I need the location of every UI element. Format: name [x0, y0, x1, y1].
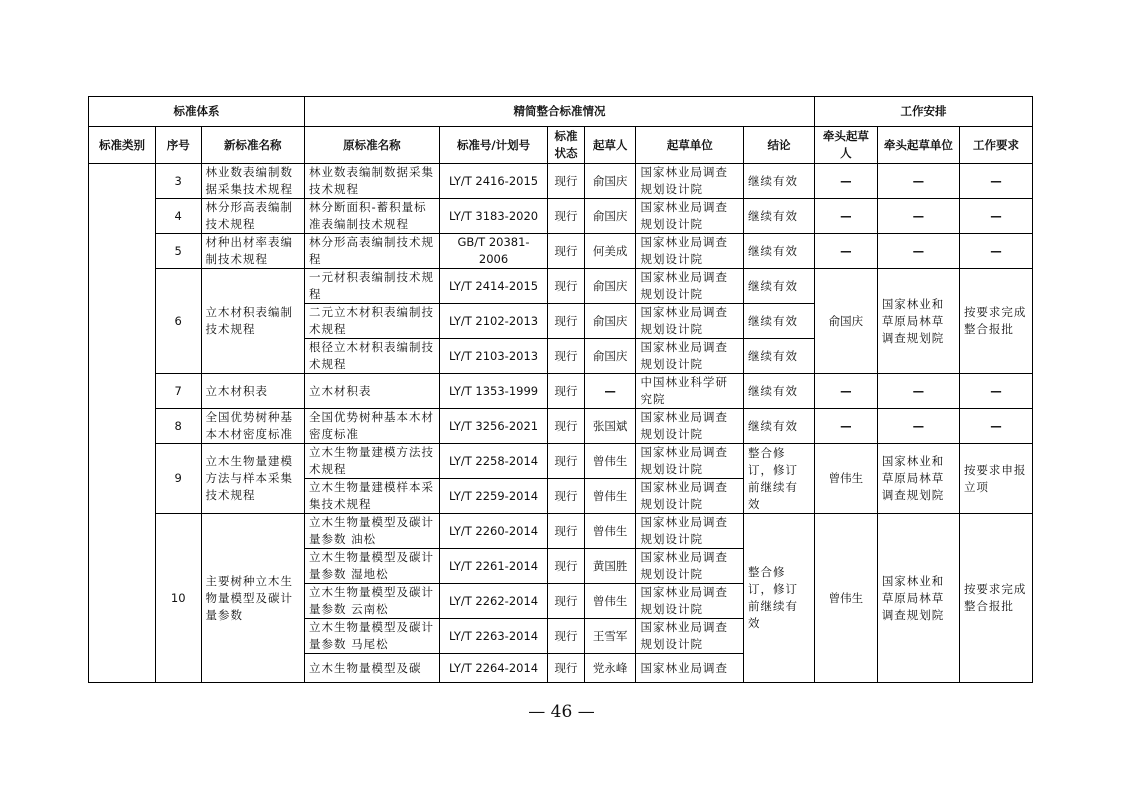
lead-drafter-cell: —	[814, 164, 877, 199]
unit-cell: 国家林业局调查	[636, 654, 743, 683]
drafter-cell: 俞国庆	[584, 269, 636, 304]
conclusion-cell: 继续有效	[743, 234, 814, 269]
drafter-cell: 曾伟生	[584, 514, 636, 549]
unit-cell: 国家林业局调查规划设计院	[636, 339, 743, 374]
new-name-cell: 立木材积表	[201, 374, 304, 409]
new-name-cell: 立木生物量建模方法与样本采集技术规程	[201, 444, 304, 514]
lead-drafter-cell: —	[814, 374, 877, 409]
orig-name-cell: 立木生物量建模方法技术规程	[304, 444, 439, 479]
table-row	[89, 374, 1033, 409]
drafter-cell: 曾伟生	[584, 584, 636, 619]
unit-cell: 国家林业局调查规划设计院	[636, 234, 743, 269]
unit-cell: 国家林业局调查规划设计院	[636, 549, 743, 584]
std-no-cell: LY/T 2416-2015	[439, 164, 547, 199]
unit-cell: 国家林业局调查规划设计院	[636, 409, 743, 444]
std-no-cell: LY/T 2258-2014	[439, 444, 547, 479]
orig-name-cell: 二元立木材积表编制技术规程	[304, 304, 439, 339]
conclusion-cell: 整合修订，修订前继续有效	[743, 444, 814, 514]
std-no-cell: LY/T 2102-2013	[439, 304, 547, 339]
drafter-cell: 党永峰	[584, 654, 636, 683]
status-cell: 现行	[548, 269, 585, 304]
lead-drafter-cell: —	[814, 409, 877, 444]
header-group-row	[89, 97, 1033, 127]
std-no-cell: LY/T 2262-2014	[439, 584, 547, 619]
status-cell: 现行	[548, 409, 585, 444]
status-cell: 现行	[548, 584, 585, 619]
col-conclusion: 结论	[743, 127, 814, 164]
new-name-cell: 全国优势树种基本木材密度标准	[201, 409, 304, 444]
drafter-cell: 王雪军	[584, 619, 636, 654]
requirement-cell: 按要求完成整合报批	[959, 514, 1032, 683]
seq-cell: 7	[155, 374, 201, 409]
drafter-cell: 俞国庆	[584, 199, 636, 234]
category-cell	[89, 164, 156, 683]
unit-cell: 国家林业局调查规划设计院	[636, 164, 743, 199]
orig-name-cell: 林业数表编制数据采集技术规程	[304, 164, 439, 199]
unit-cell: 国家林业局调查规划设计院	[636, 444, 743, 479]
lead-unit-cell: 国家林业和草原局林草调查规划院	[877, 269, 959, 374]
requirement-cell: —	[959, 374, 1032, 409]
col-requirement: 工作要求	[959, 127, 1032, 164]
status-cell: 现行	[548, 164, 585, 199]
table-row	[89, 234, 1033, 269]
drafter-cell: 曾伟生	[584, 444, 636, 479]
conclusion-cell: 继续有效	[743, 409, 814, 444]
std-no-cell: LY/T 2259-2014	[439, 479, 547, 514]
col-std-no: 标准号/计划号	[439, 127, 547, 164]
status-cell: 现行	[548, 654, 585, 683]
status-cell: 现行	[548, 444, 585, 479]
unit-cell: 国家林业局调查规划设计院	[636, 304, 743, 339]
orig-name-cell: 立木生物量模型及碳计量参数 云南松	[304, 584, 439, 619]
seq-cell: 4	[155, 199, 201, 234]
std-no-cell: LY/T 2263-2014	[439, 619, 547, 654]
table-row	[89, 164, 1033, 199]
seq-cell: 3	[155, 164, 201, 199]
status-cell: 现行	[548, 234, 585, 269]
lead-unit-cell: —	[877, 164, 959, 199]
drafter-cell: 俞国庆	[584, 304, 636, 339]
new-name-cell: 林分形高表编制技术规程	[201, 199, 304, 234]
requirement-cell: —	[959, 409, 1032, 444]
orig-name-cell: 立木生物量模型及碳	[304, 654, 439, 683]
std-no-cell: LY/T 3183-2020	[439, 199, 547, 234]
page-number: — 46 —	[528, 702, 595, 722]
orig-name-cell: 立木材积表	[304, 374, 439, 409]
drafter-cell: —	[584, 374, 636, 409]
std-no-cell: LY/T 3256-2021	[439, 409, 547, 444]
requirement-cell: —	[959, 199, 1032, 234]
new-name-cell: 材种出材率表编制技术规程	[201, 234, 304, 269]
status-cell: 现行	[548, 339, 585, 374]
table-row	[89, 199, 1033, 234]
status-cell: 现行	[548, 479, 585, 514]
requirement-cell: 按要求完成整合报批	[959, 269, 1032, 374]
requirement-cell: —	[959, 164, 1032, 199]
orig-name-cell: 立木生物量模型及碳计量参数 湿地松	[304, 549, 439, 584]
std-no-cell: LY/T 2260-2014	[439, 514, 547, 549]
lead-drafter-cell: —	[814, 234, 877, 269]
orig-name-cell: 林分断面积-蓄积量标准表编制技术规程	[304, 199, 439, 234]
table-row	[89, 409, 1033, 444]
conclusion-cell: 继续有效	[743, 269, 814, 304]
seq-cell: 9	[155, 444, 201, 514]
unit-cell: 国家林业局调查规划设计院	[636, 619, 743, 654]
conclusion-cell: 继续有效	[743, 339, 814, 374]
orig-name-cell: 根径立木材积表编制技术规程	[304, 339, 439, 374]
seq-cell: 6	[155, 269, 201, 374]
unit-cell: 国家林业局调查规划设计院	[636, 269, 743, 304]
drafter-cell: 曾伟生	[584, 479, 636, 514]
requirement-cell: —	[959, 234, 1032, 269]
new-name-cell: 林业数表编制数据采集技术规程	[201, 164, 304, 199]
drafter-cell: 俞国庆	[584, 164, 636, 199]
std-no-cell: LY/T 2261-2014	[439, 549, 547, 584]
orig-name-cell: 林分形高表编制技术规程	[304, 234, 439, 269]
col-category: 标准类别	[89, 127, 156, 164]
col-orig-name: 原标准名称	[304, 127, 439, 164]
unit-cell: 中国林业科学研究院	[636, 374, 743, 409]
col-lead-unit: 牵头起草单位	[877, 127, 959, 164]
col-status: 标准状态	[548, 127, 585, 164]
header-standard-summary: 精简整合标准情况	[304, 97, 814, 127]
std-no-cell: LY/T 2414-2015	[439, 269, 547, 304]
header-column-row	[89, 127, 1033, 164]
status-cell: 现行	[548, 514, 585, 549]
status-cell: 现行	[548, 304, 585, 339]
lead-drafter-cell: 俞国庆	[814, 269, 877, 374]
conclusion-cell: 继续有效	[743, 164, 814, 199]
lead-drafter-cell: —	[814, 199, 877, 234]
table-row	[89, 444, 1033, 479]
col-unit: 起草单位	[636, 127, 743, 164]
conclusion-cell: 整合修订，修订前继续有效	[743, 514, 814, 683]
orig-name-cell: 一元材积表编制技术规程	[304, 269, 439, 304]
header-work-arrangement: 工作安排	[814, 97, 1032, 127]
orig-name-cell: 立木生物量模型及碳计量参数 马尾松	[304, 619, 439, 654]
conclusion-cell: 继续有效	[743, 374, 814, 409]
col-drafter: 起草人	[584, 127, 636, 164]
unit-cell: 国家林业局调查规划设计院	[636, 199, 743, 234]
status-cell: 现行	[548, 619, 585, 654]
drafter-cell: 何美成	[584, 234, 636, 269]
conclusion-cell: 继续有效	[743, 304, 814, 339]
orig-name-cell: 立木生物量模型及碳计量参数 油松	[304, 514, 439, 549]
unit-cell: 国家林业局调查规划设计院	[636, 479, 743, 514]
standards-table	[88, 96, 1033, 683]
std-no-cell: LY/T 2264-2014	[439, 654, 547, 683]
drafter-cell: 俞国庆	[584, 339, 636, 374]
drafter-cell: 黄国胜	[584, 549, 636, 584]
drafter-cell: 张国斌	[584, 409, 636, 444]
orig-name-cell: 立木生物量建模样本采集技术规程	[304, 479, 439, 514]
lead-unit-cell: —	[877, 374, 959, 409]
table-row	[89, 269, 1033, 304]
seq-cell: 5	[155, 234, 201, 269]
lead-unit-cell: —	[877, 234, 959, 269]
requirement-cell: 按要求申报立项	[959, 444, 1032, 514]
std-no-cell: GB/T 20381-2006	[439, 234, 547, 269]
lead-unit-cell: —	[877, 409, 959, 444]
header-standard-system: 标准体系	[89, 97, 305, 127]
status-cell: 现行	[548, 374, 585, 409]
status-cell: 现行	[548, 549, 585, 584]
lead-drafter-cell: 曾伟生	[814, 514, 877, 683]
seq-cell: 8	[155, 409, 201, 444]
unit-cell: 国家林业局调查规划设计院	[636, 514, 743, 549]
col-lead-drafter: 牵头起草人	[814, 127, 877, 164]
std-no-cell: LY/T 2103-2013	[439, 339, 547, 374]
new-name-cell: 立木材积表编制技术规程	[201, 269, 304, 374]
lead-unit-cell: 国家林业和草原局林草调查规划院	[877, 444, 959, 514]
lead-unit-cell: 国家林业和草原局林草调查规划院	[877, 514, 959, 683]
status-cell: 现行	[548, 199, 585, 234]
unit-cell: 国家林业局调查规划设计院	[636, 584, 743, 619]
seq-cell: 10	[155, 514, 201, 683]
col-seq: 序号	[155, 127, 201, 164]
conclusion-cell: 继续有效	[743, 199, 814, 234]
new-name-cell: 主要树种立木生物量模型及碳计量参数	[201, 514, 304, 683]
lead-unit-cell: —	[877, 199, 959, 234]
lead-drafter-cell: 曾伟生	[814, 444, 877, 514]
orig-name-cell: 全国优势树种基本木材密度标准	[304, 409, 439, 444]
table-row	[89, 514, 1033, 549]
col-new-name: 新标准名称	[201, 127, 304, 164]
std-no-cell: LY/T 1353-1999	[439, 374, 547, 409]
